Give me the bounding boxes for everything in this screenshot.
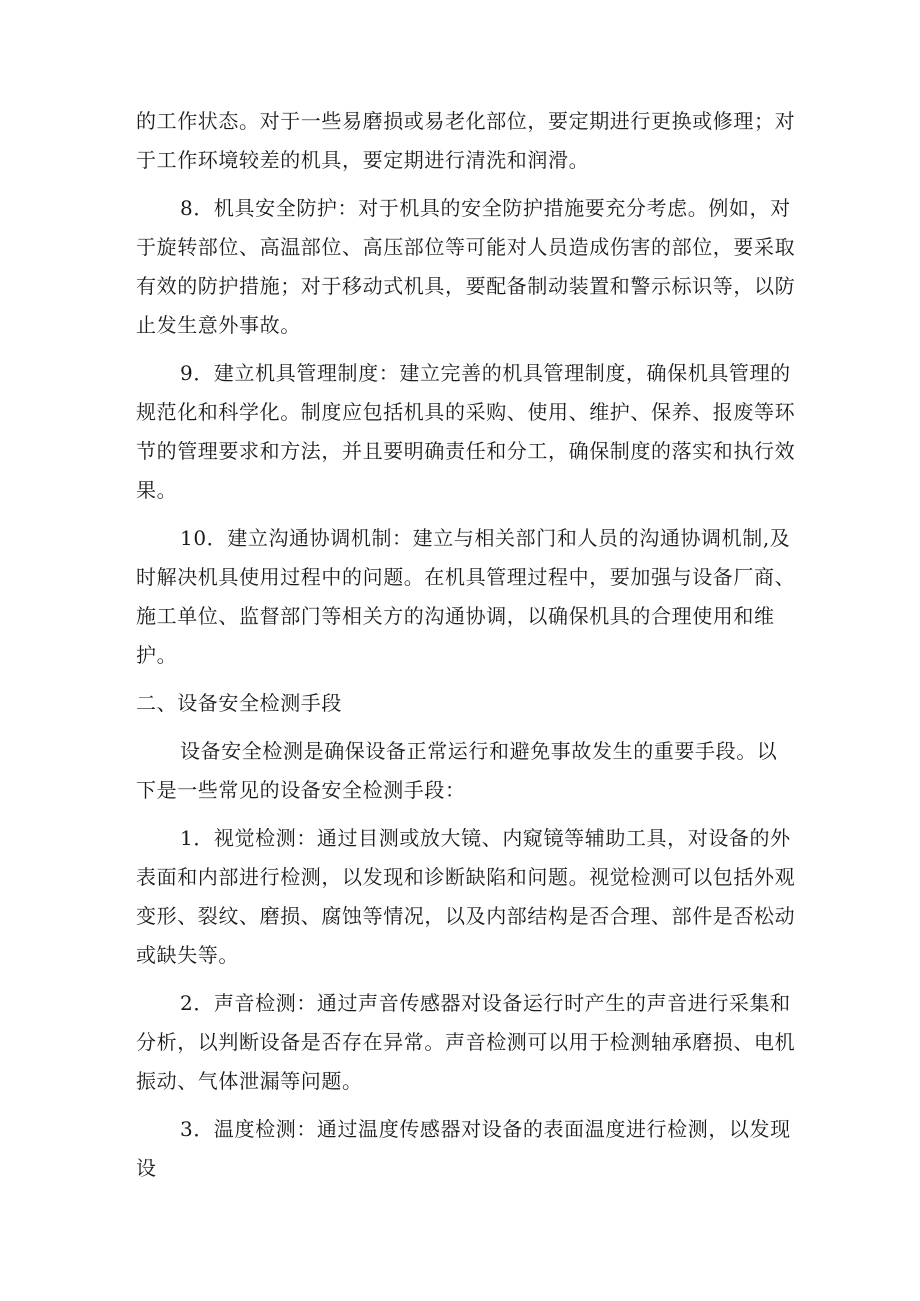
paragraph-item-3: 3．温度检测：通过温度传感器对设备的表面温度进行检测，以发现设 xyxy=(136,1117,791,1180)
paragraph-item-9: 9．建立机具管理制度：建立完善的机具管理制度，确保机具管理的规范化和科学化。制度应包括机具的采购、使用、维护、保养、报废等环节的管理要求和方法，并且要明确责任和分工，确保制度的落实和执行效果。 xyxy=(136,361,796,502)
section-heading: 二、设备安全检测手段 xyxy=(136,691,342,715)
document-body xyxy=(136,102,796,1188)
paragraph-continuation: 的工作状态。对于一些易磨损或易老化部位，要定期进行更换或修理；对于工作环境较差的机具，要定期进行清洗和润滑。 xyxy=(136,109,796,172)
paragraph-item-2: 2．声音检测：通过声音传感器对设备运行时产生的声音进行采集和分析，以判断设备是否存在异常。声音检测可以用于检测轴承磨损、电机振动、气体泄漏等问题。 xyxy=(136,991,796,1093)
paragraph-item-8: 8．机具安全防护：对于机具的安全防护措施要充分考虑。例如，对于旋转部位、高温部位、高压部位等可能对人员造成伤害的部位，要采取有效的防护措施；对于移动式机具，要配备制动装置和警示标识等，以防止发生意外事故。 xyxy=(136,196,796,337)
paragraph-intro: 设备安全检测是确保设备正常运行和避免事故发生的重要手段。以下是一些常见的设备安全检测手段： xyxy=(136,739,778,802)
paragraph-item-10: 10．建立沟通协调机制：建立与相关部门和人员的沟通协调机制,及时解决机具使用过程中的问题。在机具管理过程中，要加强与设备厂商、施工单位、监督部门等相关方的沟通协调，以确保机具的合理使用和维护。 xyxy=(136,526,796,667)
paragraph-item-1: 1．视觉检测：通过目测或放大镜、内窥镜等辅助工具，对设备的外表面和内部进行检测，以发现和诊断缺陷和问题。视觉检测可以包括外观变形、裂纹、磨损、腐蚀等情况，以及内部结构是否合理、部件是否松动或缺失等。 xyxy=(136,826,796,967)
